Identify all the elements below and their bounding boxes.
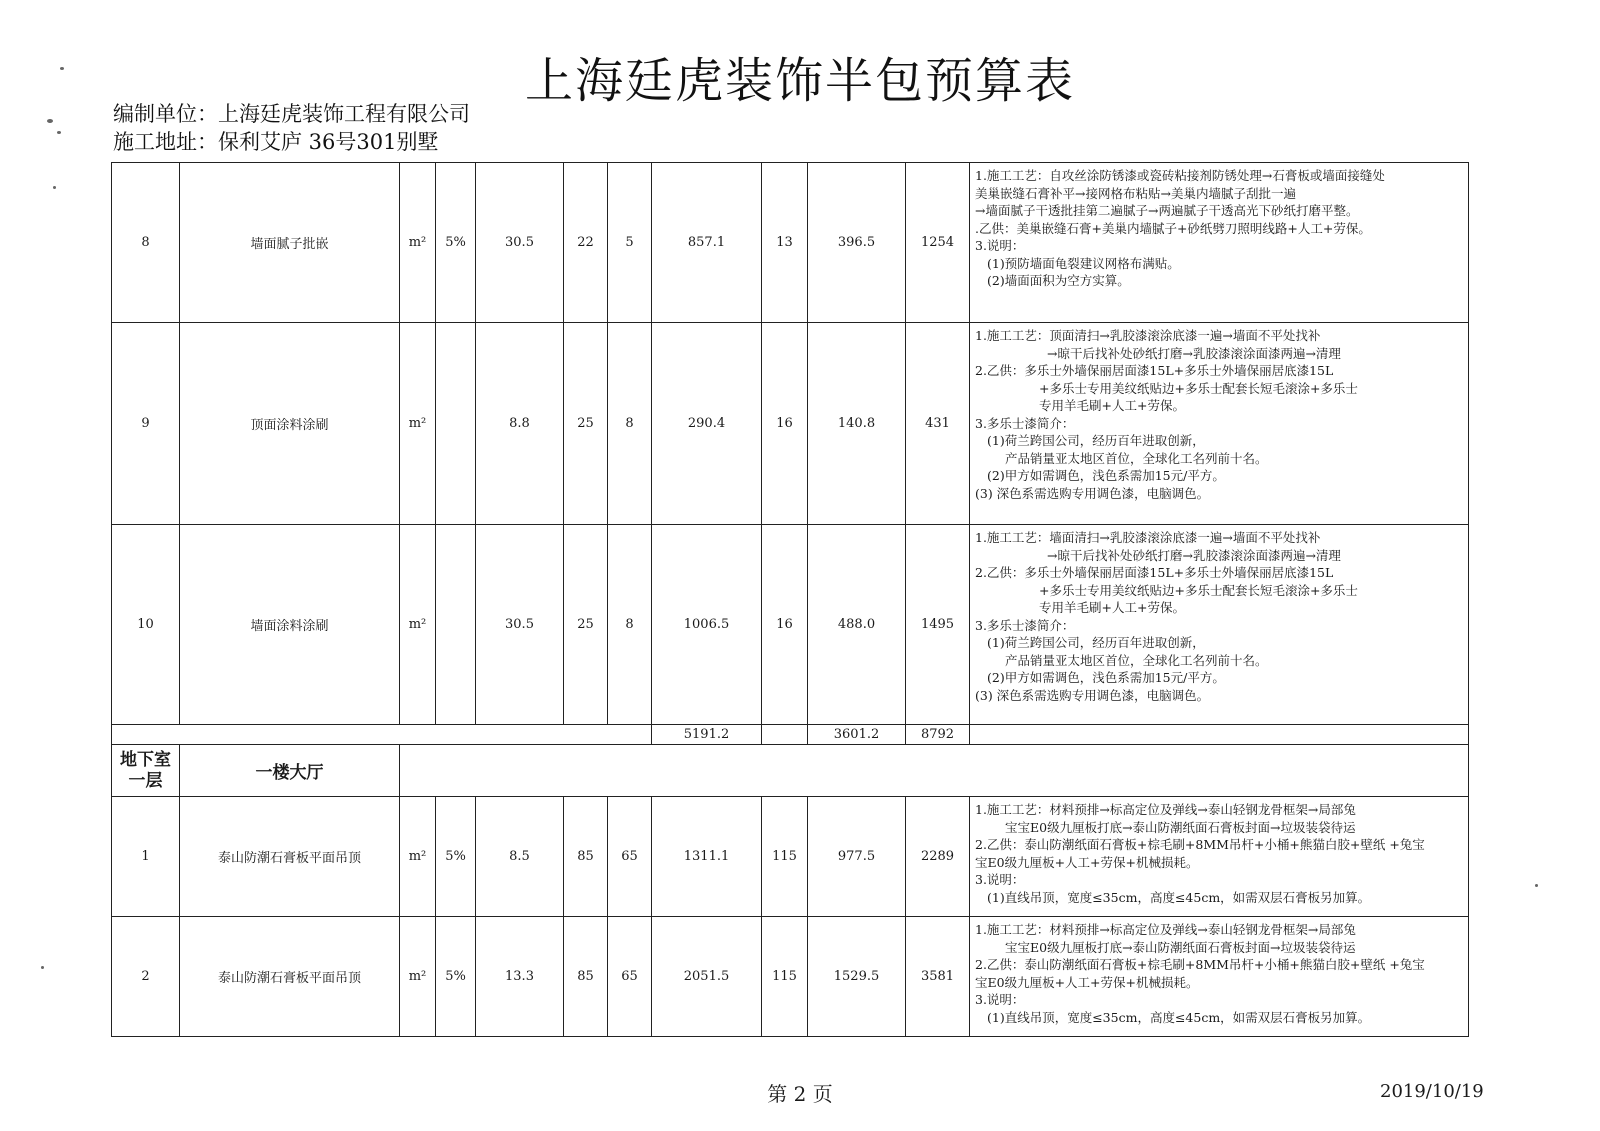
- note-line: 1.施工工艺：材料预排→标高定位及弹线→泰山轻钢龙骨框架→局部兔: [975, 922, 1356, 937]
- note-line: 产品销量亚太地区首位，全球化工名列前十名。: [1005, 450, 1268, 466]
- item-labor-price: 13: [762, 163, 808, 323]
- note-line: (2)甲方如需调色，浅色系需加15元/平方。: [987, 468, 1225, 483]
- table-row: [112, 917, 1469, 1037]
- item-material-total: 857.1: [652, 163, 762, 323]
- note-line: (1)直线吊顶，宽度≤35cm，高度≤45cm，如需双层石膏板另加算。: [987, 1009, 1371, 1025]
- item-number: 1: [112, 797, 180, 917]
- document-title: 上海廷虎装饰半包预算表: [524, 53, 1075, 109]
- table-row: [112, 323, 1469, 525]
- item-quantity: 13.3: [476, 917, 564, 1037]
- note-line: (1)荷兰跨国公司，经历百年进取创新，: [987, 433, 1205, 448]
- subtotal-material: 5191.2: [652, 725, 762, 745]
- note-line: (1)预防墙面龟裂建议网格布满贴。: [987, 255, 1180, 271]
- section-name: 一楼大厅: [180, 745, 400, 797]
- page-date: 2019/10/19: [1380, 1081, 1484, 1102]
- item-labor-total: 396.5: [808, 163, 906, 323]
- item-material-total: 290.4: [652, 323, 762, 525]
- address-line: 施工地址：保利艾庐 36号301别墅: [113, 130, 439, 154]
- item-quantity: 30.5: [476, 525, 564, 725]
- note-line: (3) 深色系需选购专用调色漆，电脑调色。: [975, 485, 1210, 501]
- note-line: .乙供：美巢嵌缝石膏+美巢内墙腻子+砂纸劈刀照明线路+人工+劳保。: [975, 220, 1371, 236]
- note-line: 2.乙供：泰山防潮纸面石膏板+棕毛刷+8MM吊杆+小桶+熊猫白胶+壁纸 +兔宝: [975, 837, 1425, 852]
- note-line: 宝宝E0级九厘板打底→泰山防潮纸面石膏板封面→垃圾装袋待运: [1005, 819, 1356, 835]
- item-aux-price: 8: [608, 525, 652, 725]
- note-line: 美巢嵌缝石膏补平→接网格布粘贴→美巢内墙腻子刮批一遍: [975, 185, 1296, 201]
- item-material-price: 25: [564, 525, 608, 725]
- item-number: 10: [112, 525, 180, 725]
- item-unit: m²: [400, 525, 436, 725]
- page-number: 第 2 页: [767, 1082, 833, 1106]
- note-line: 宝E0级九厘板+人工+劳保+机械损耗。: [975, 854, 1199, 870]
- item-labor-total: 1529.5: [808, 917, 906, 1037]
- item-number: 2: [112, 917, 180, 1037]
- item-labor-total: 140.8: [808, 323, 906, 525]
- note-line: +多乐士专用美纹纸贴边+多乐士配套长短毛滚涂+多乐士: [1039, 380, 1358, 396]
- item-notes: [970, 323, 1469, 525]
- item-number: 9: [112, 323, 180, 525]
- item-labor-price: 16: [762, 323, 808, 525]
- item-notes: [970, 797, 1469, 917]
- item-name: 顶面涂料涂刷: [180, 323, 400, 525]
- table-row: [112, 163, 1469, 323]
- item-labor-price: 16: [762, 525, 808, 725]
- item-unit: m²: [400, 917, 436, 1037]
- note-line: 1.施工工艺：自攻丝涂防锈漆或瓷砖粘接剂防锈处理→石膏板或墙面接缝处: [975, 168, 1385, 183]
- item-material-total: 1006.5: [652, 525, 762, 725]
- item-loss-rate: 5%: [436, 163, 476, 323]
- item-notes: [970, 525, 1469, 725]
- item-unit: m²: [400, 797, 436, 917]
- note-line: 宝宝E0级九厘板打底→泰山防潮纸面石膏板封面→垃圾装袋待运: [1005, 939, 1356, 955]
- item-material-total: 1311.1: [652, 797, 762, 917]
- section-header-row: [112, 745, 1469, 797]
- item-total: 1495: [906, 525, 970, 725]
- note-line: 专用羊毛刷+人工+劳保。: [1039, 398, 1185, 413]
- item-material-price: 22: [564, 163, 608, 323]
- note-line: 1.施工工艺：材料预排→标高定位及弹线→泰山轻钢龙骨框架→局部兔: [975, 802, 1356, 817]
- subtotal-total: 8792: [906, 725, 970, 745]
- note-line: →晾干后找补处砂纸打磨→乳胶漆滚涂面漆两遍→清理: [1047, 547, 1341, 563]
- item-quantity: 30.5: [476, 163, 564, 323]
- item-name: 泰山防潮石膏板平面吊顶: [180, 917, 400, 1037]
- item-material-total: 2051.5: [652, 917, 762, 1037]
- table-row: [112, 525, 1469, 725]
- item-loss-rate: 5%: [436, 917, 476, 1037]
- subtotal-row: [112, 725, 1469, 745]
- item-loss-rate: [436, 525, 476, 725]
- item-notes: [970, 917, 1469, 1037]
- note-line: 2.乙供：多乐士外墙保丽居面漆15L+多乐士外墙保丽居底漆15L: [975, 363, 1334, 378]
- note-line: (1)直线吊顶，宽度≤35cm，高度≤45cm，如需双层石膏板另加算。: [987, 889, 1371, 905]
- note-line: 专用羊毛刷+人工+劳保。: [1039, 600, 1185, 615]
- item-total: 3581: [906, 917, 970, 1037]
- note-line: (2)墙面面积为空方实算。: [987, 273, 1130, 288]
- item-material-price: 25: [564, 323, 608, 525]
- item-total: 431: [906, 323, 970, 525]
- item-labor-price: 115: [762, 917, 808, 1037]
- note-line: 3.多乐士漆简介：: [975, 415, 1075, 431]
- item-total: 2289: [906, 797, 970, 917]
- item-total: 1254: [906, 163, 970, 323]
- item-labor-total: 977.5: [808, 797, 906, 917]
- note-line: 3.说明：: [975, 992, 1025, 1007]
- company-line: 编制单位：上海廷虎装饰工程有限公司: [113, 102, 470, 126]
- item-notes: [970, 163, 1469, 323]
- item-aux-price: 65: [608, 917, 652, 1037]
- item-aux-price: 65: [608, 797, 652, 917]
- item-loss-rate: [436, 323, 476, 525]
- item-unit: m²: [400, 323, 436, 525]
- item-aux-price: 5: [608, 163, 652, 323]
- budget-table: [111, 162, 1469, 1037]
- item-name: 墙面腻子批嵌: [180, 163, 400, 323]
- note-line: 2.乙供：泰山防潮纸面石膏板+棕毛刷+8MM吊杆+小桶+熊猫白胶+壁纸 +兔宝: [975, 957, 1425, 972]
- note-line: 3.多乐士漆简介：: [975, 617, 1075, 633]
- note-line: (1)荷兰跨国公司，经历百年进取创新，: [987, 635, 1205, 650]
- item-aux-price: 8: [608, 323, 652, 525]
- note-line: 产品销量亚太地区首位，全球化工名列前十名。: [1005, 652, 1268, 668]
- item-number: 8: [112, 163, 180, 323]
- note-line: (2)甲方如需调色，浅色系需加15元/平方。: [987, 670, 1225, 685]
- note-line: 1.施工工艺：顶面清扫→乳胶漆滚涂底漆一遍→墙面不平处找补: [975, 328, 1321, 343]
- item-quantity: 8.8: [476, 323, 564, 525]
- item-material-price: 85: [564, 917, 608, 1037]
- note-line: 2.乙供：多乐士外墙保丽居面漆15L+多乐士外墙保丽居底漆15L: [975, 565, 1334, 580]
- note-line: 3.说明：: [975, 238, 1025, 253]
- section-label: 地下室 一层: [112, 745, 180, 797]
- item-loss-rate: 5%: [436, 797, 476, 917]
- table-row: [112, 797, 1469, 917]
- note-line: →晾干后找补处砂纸打磨→乳胶漆滚涂面漆两遍→清理: [1047, 345, 1341, 361]
- item-name: 泰山防潮石膏板平面吊顶: [180, 797, 400, 917]
- subtotal-labor: 3601.2: [808, 725, 906, 745]
- note-line: →墙面腻子干透批挂第二遍腻子→两遍腻子干透高光下砂纸打磨平整。: [975, 203, 1359, 218]
- item-unit: m²: [400, 163, 436, 323]
- item-labor-price: 115: [762, 797, 808, 917]
- note-line: 3.说明：: [975, 872, 1025, 887]
- item-labor-total: 488.0: [808, 525, 906, 725]
- item-name: 墙面涂料涂刷: [180, 525, 400, 725]
- note-line: (3) 深色系需选购专用调色漆，电脑调色。: [975, 687, 1210, 703]
- note-line: 1.施工工艺：墙面清扫→乳胶漆滚涂底漆一遍→墙面不平处找补: [975, 530, 1321, 545]
- note-line: 宝E0级九厘板+人工+劳保+机械损耗。: [975, 974, 1199, 990]
- item-quantity: 8.5: [476, 797, 564, 917]
- note-line: +多乐士专用美纹纸贴边+多乐士配套长短毛滚涂+多乐士: [1039, 582, 1358, 598]
- item-material-price: 85: [564, 797, 608, 917]
